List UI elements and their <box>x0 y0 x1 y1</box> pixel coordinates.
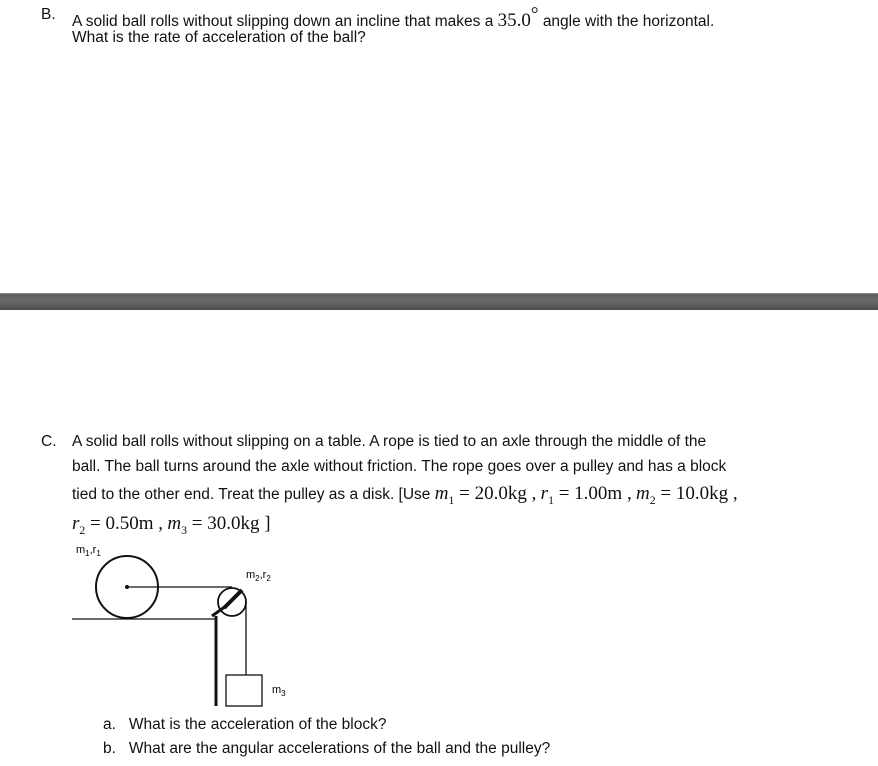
problem-b-label: B. <box>41 6 56 23</box>
block-label: $m_3$ <box>272 684 286 698</box>
given-r1: $r_1 = 1.00m$ , <box>540 483 632 507</box>
ball-label: $m_1,r_1$ <box>76 544 101 558</box>
given-r2: $r_2 = 0.50m$ , <box>72 513 164 537</box>
question-a-text: What is the acceleration of the block? <box>128 716 387 733</box>
problem-c-line-1: A solid ball rolls without slipping on a table. A rope is tied to an axle through the middle of the <box>72 433 707 450</box>
degree-symbol: ° <box>530 4 539 25</box>
block-m3 <box>226 675 262 706</box>
problem-c-line-3-text: tied to the other end. Treat the pulley as a disk. [Use <box>72 486 431 503</box>
problem-c-line-2: ball. The ball turns around the axle without friction. The rope goes over a pulley and has a block <box>72 458 727 475</box>
question-a <box>103 714 386 736</box>
incline-angle-value: 35.0 <box>497 10 531 32</box>
given-m3: $m_3 = 30.0kg$ ] <box>167 513 271 537</box>
pulley-label: $m_2,r_2$ <box>246 569 271 583</box>
problem-b-text: A solid ball rolls without slipping down an incline that makes a <box>72 13 494 31</box>
problem-c-label: C. <box>41 433 57 450</box>
given-m2: $m_2 = 10.0kg$ , <box>636 483 738 507</box>
question-b <box>103 738 550 760</box>
problem-b-text-end: angle with the horizontal. <box>542 13 715 31</box>
pulley-bracket <box>224 590 242 608</box>
question-a-label: a. <box>103 716 116 733</box>
question-b-label: b. <box>103 740 116 757</box>
question-b-text: What are the angular accelerations of the ball and the pulley? <box>128 740 551 757</box>
problem-b-line-2: What is the rate of acceleration of the ball? <box>72 29 366 46</box>
given-m1: $m_1 = 20.0kg$ , <box>434 483 537 507</box>
